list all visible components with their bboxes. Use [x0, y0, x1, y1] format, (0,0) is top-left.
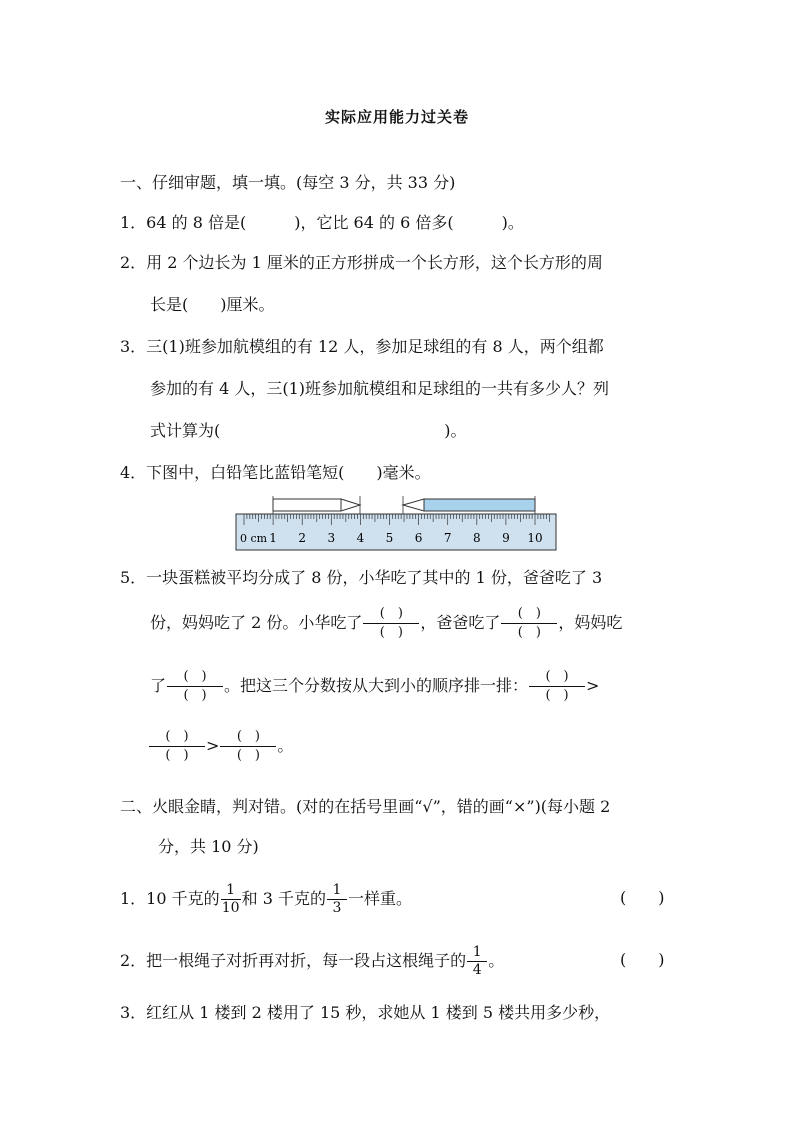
fraction-blank-order-2[interactable]: $\frac{( )}{( )}$ — [149, 728, 205, 765]
ruler-label: 6 — [414, 531, 423, 545]
question-2-line1: 2．用 2 个边长为 1 厘米的正方形拼成一个长方形，这个长方形的周 — [120, 253, 603, 272]
fraction-blank-dad[interactable]: $\frac{( )}{( )}$ — [501, 605, 557, 642]
q5-text-d: 了 — [150, 676, 167, 695]
question-1: 1．64 的 8 倍是( )，它比 64 的 6 倍多( )。 — [120, 213, 524, 232]
question-4: 4．下图中，白铅笔比蓝铅笔短( )毫米。 — [120, 463, 431, 482]
question-5-line3 — [150, 668, 599, 705]
jq1-text-b: 和 3 千克的 — [241, 889, 326, 908]
judge-question-1 — [120, 882, 412, 917]
q5-text-c: ，妈妈吃 — [558, 613, 623, 632]
question-3-line2: 参加的有 4 人，三(1)班参加航模组和足球组的一共有多少人？列 — [150, 379, 610, 398]
ruler-figure — [234, 492, 560, 554]
q5-text-e: 。把这三个分数按从大到小的顺序排一排： — [224, 676, 529, 695]
question-5-line4 — [148, 728, 293, 765]
fraction-blank-order-1[interactable]: $\frac{( )}{( )}$ — [529, 668, 585, 705]
ruler-label: 2 — [298, 531, 307, 545]
jq1-text-c: 一样重。 — [348, 889, 413, 908]
fraction-one-fourth: $\frac{1}{4}$ — [467, 944, 487, 979]
question-3-line3: 式计算为( )。 — [150, 421, 467, 440]
judge-question-2 — [120, 944, 504, 979]
fraction-blank-order-3[interactable]: $\frac{( )}{( )}$ — [220, 728, 276, 765]
fraction-one-third: $\frac{1}{3}$ — [327, 882, 347, 917]
ruler-unit-label: 0 cm — [240, 532, 268, 545]
fraction-one-tenth: $\frac{1}{10}$ — [221, 882, 240, 916]
fraction-blank-xiaohua[interactable]: $\frac{( )}{( )}$ — [363, 605, 419, 642]
section2-heading-line2: 分，共 10 分) — [158, 837, 259, 856]
ruler-label: 1 — [269, 531, 277, 545]
ruler-label: 9 — [502, 531, 510, 545]
section2-heading-line1: 二、火眼金睛，判对错。(对的在括号里画“√”，错的画“×”)(每小题 2 — [120, 797, 611, 816]
greater-than-2: > — [206, 736, 220, 755]
question-5-line1: 5．一块蛋糕被平均分成了 8 份，小华吃了其中的 1 份，爸爸吃了 3 — [120, 568, 603, 587]
q5-end-period: 。 — [277, 736, 294, 755]
ruler-label: 4 — [356, 531, 365, 545]
jq1-text-a: 1．10 千克的 — [120, 889, 220, 908]
answer-paren-2[interactable]: ( ) — [620, 950, 665, 969]
jq2-text-a: 2．把一根绳子对折再对折，每一段占这根绳子的 — [120, 951, 467, 970]
ruler-label: 3 — [327, 531, 336, 545]
greater-than-1: > — [586, 676, 600, 695]
fraction-blank-mom[interactable]: $\frac{( )}{( )}$ — [167, 668, 223, 705]
white-pencil — [273, 496, 360, 514]
answer-paren-1[interactable]: ( ) — [620, 888, 665, 907]
question-2-line2: 长是( )厘米。 — [150, 295, 275, 314]
question-3-line1: 3．三(1)班参加航模组的有 12 人，参加足球组的有 8 人，两个组都 — [120, 337, 604, 356]
ruler-label: 10 — [527, 531, 543, 545]
section1-heading: 一、仔细审题，填一填。(每空 3 分，共 33 分) — [120, 173, 456, 192]
page-title: 实际应用能力过关卷 — [324, 108, 469, 126]
question-5-line2 — [150, 605, 622, 642]
judge-question-3: 3．红红从 1 楼到 2 楼用了 15 秒，求她从 1 楼到 5 楼共用多少秒， — [120, 1003, 611, 1022]
jq2-text-b: 。 — [488, 951, 505, 970]
q5-text-a: 份，妈妈吃了 2 份。小华吃了 — [150, 613, 363, 632]
blue-pencil — [403, 496, 535, 514]
q5-text-b: ，爸爸吃了 — [420, 613, 501, 632]
ruler-label: 5 — [385, 531, 394, 545]
ruler-label: 7 — [443, 531, 452, 545]
ruler-label: 8 — [472, 531, 481, 545]
